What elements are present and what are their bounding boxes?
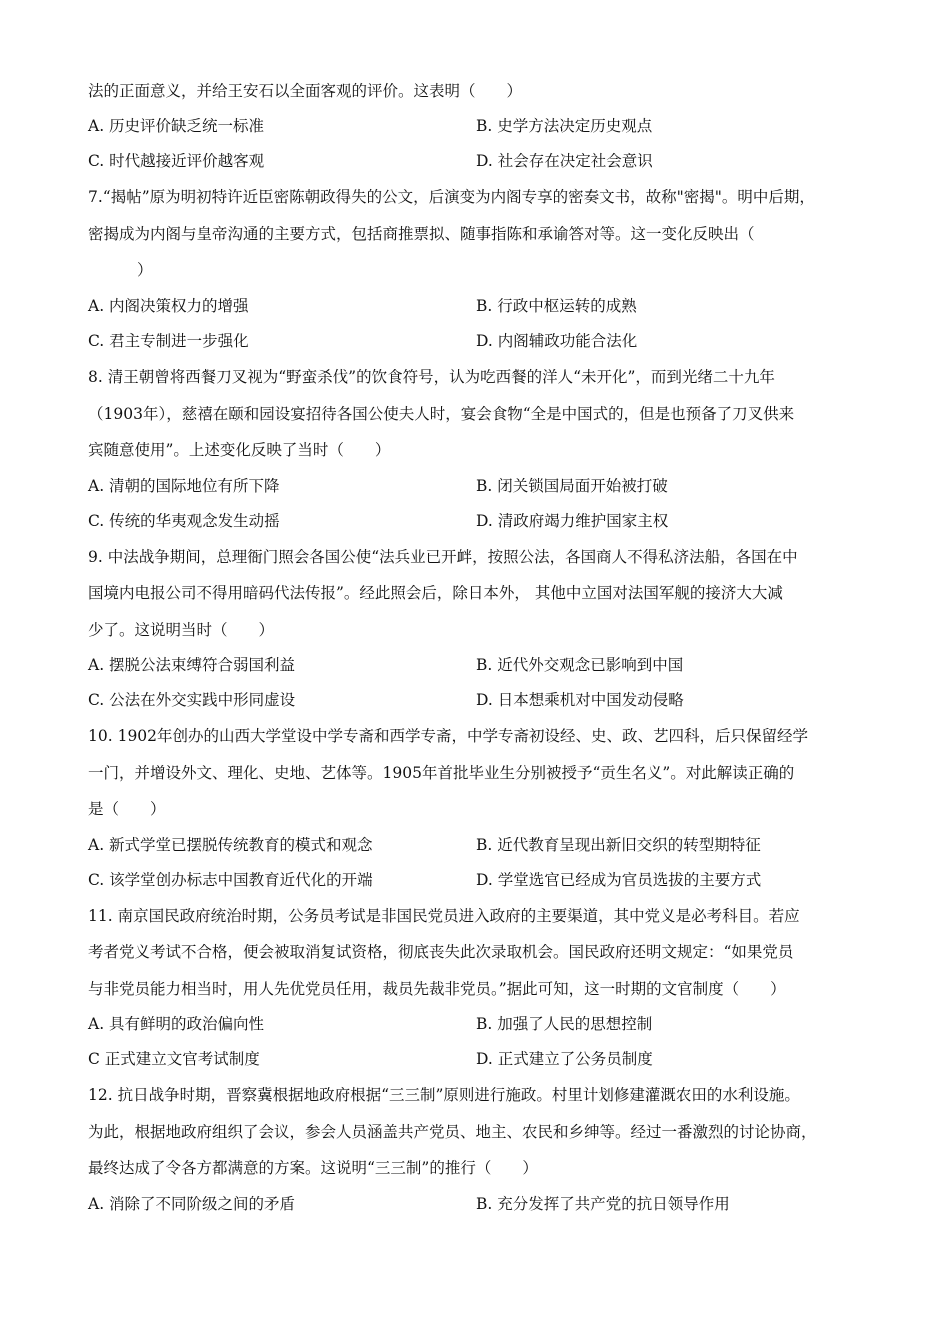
q12-stem-line-3: 最终达成了令各方都满意的方案。这说明“三三制”的推行（ ） (88, 1159, 538, 1177)
q7-option-c[interactable]: C. 君主专制进一步强化 (88, 332, 249, 350)
q11-stem-line-1: 11. 南京国民政府统治时期，公务员考试是非国民党员进入政府的主要渠道，其中党义是必考科目。若应 (88, 907, 800, 925)
q11-stem-line-2: 考者党义考试不合格，便会被取消复试资格，彻底丧失此次录取机会。国民政府还明文规定：“如果党员 (88, 943, 794, 961)
q8-option-c[interactable]: C. 传统的华夷观念发生动摇 (88, 512, 280, 530)
q9-stem-line-2: 国境内电报公司不得用暗码代法传报”。经此照会后，除日本外， 其他中立国对法国军舰的接济大大减 (88, 584, 783, 602)
q11-option-a[interactable]: A. 具有鲜明的政治偏向性 (88, 1015, 265, 1033)
q9-stem-line-1: 9. 中法战争期间，总理衙门照会各国公使“法兵业已开衅，按照公法，各国商人不得私济法船，各国在中 (88, 548, 798, 566)
q11-option-c[interactable]: C 正式建立文官考试制度 (88, 1050, 260, 1068)
q6-option-c[interactable]: C. 时代越接近评价越客观 (88, 152, 265, 170)
q9-option-b[interactable]: B. 近代外交观念已影响到中国 (476, 656, 684, 674)
q12-option-a[interactable]: A. 消除了不同阶级之间的矛盾 (88, 1195, 296, 1213)
q7-stem-line-1: 7.“揭帖”原为明初特许近臣密陈朝政得失的公文，后演变为内阁专享的密奏文书，故称"密揭"。明中后期， (88, 188, 815, 206)
q7-option-d[interactable]: D. 内阁辅政功能合法化 (476, 332, 638, 350)
q10-stem-line-1: 10. 1902年创办的山西大学堂设中学专斋和西学专斋，中学专斋初设经、史、政、艺四科，后只保留经学 (88, 727, 809, 745)
q6-option-b[interactable]: B. 史学方法决定历史观点 (476, 117, 653, 135)
q8-stem-line-1: 8. 清王朝曾将西餐刀叉视为“野蛮杀伐”的饮食符号，认为吃西餐的洋人“未开化”，而到光绪二十九年 (88, 368, 775, 386)
q7-option-a[interactable]: A. 内阁决策权力的增强 (88, 297, 249, 315)
q10-stem-line-2: 一门，并增设外文、理化、史地、艺体等。1905年首批毕业生分别被授予“贡生名义”。对此解读正确的 (88, 764, 795, 782)
q11-option-b[interactable]: B. 加强了人民的思想控制 (476, 1015, 653, 1033)
q11-stem-line-3: 与非党员能力相当时，用人先优党员任用，裁员先裁非党员。”据此可知，这一时期的文官制度（ ） (88, 980, 786, 998)
q9-option-a[interactable]: A. 摆脱公法束缚符合弱国利益 (88, 656, 296, 674)
q10-option-b[interactable]: B. 近代教育呈现出新旧交织的转型期特征 (476, 836, 761, 854)
q8-option-a[interactable]: A. 清朝的国际地位有所下降 (88, 477, 280, 495)
q12-stem-line-2: 为此，根据地政府组织了会议，参会人员涵盖共产党员、地主、农民和乡绅等。经过一番激烈的讨论协商， (88, 1123, 817, 1141)
q10-stem-line-3: 是（ ） (88, 800, 166, 818)
q10-option-c[interactable]: C. 该学堂创办标志中国教育近代化的开端 (88, 871, 373, 889)
q9-option-c[interactable]: C. 公法在外交实践中形同虚设 (88, 691, 296, 709)
q7-stem-line-3: ） (137, 261, 153, 279)
q6-stem-tail: 法的正面意义，并给王安石以全面客观的评价。这表明（ ） (88, 82, 523, 100)
q8-stem-line-2: （1903年），慈禧在颐和园设宴招待各国公使夫人时，宴会食物“全是中国式的，但是也预备了刀叉供来 (88, 405, 795, 423)
q8-option-d[interactable]: D. 清政府竭力维护国家主权 (476, 512, 669, 530)
q6-option-a[interactable]: A. 历史评价缺乏统一标准 (88, 117, 265, 135)
q12-option-b[interactable]: B. 充分发挥了共产党的抗日领导作用 (476, 1195, 730, 1213)
q8-stem-line-3: 宾随意使用”。上述变化反映了当时（ ） (88, 441, 391, 459)
q6-option-d[interactable]: D. 社会存在决定社会意识 (476, 152, 653, 170)
q9-stem-line-3: 少了。这说明当时（ ） (88, 621, 275, 639)
q10-option-d[interactable]: D. 学堂选官已经成为官员选拔的主要方式 (476, 871, 762, 889)
q10-option-a[interactable]: A. 新式学堂已摆脱传统教育的模式和观念 (88, 836, 373, 854)
q7-option-b[interactable]: B. 行政中枢运转的成熟 (476, 297, 637, 315)
q11-option-d[interactable]: D. 正式建立了公务员制度 (476, 1050, 653, 1068)
q8-option-b[interactable]: B. 闭关锁国局面开始被打破 (476, 477, 668, 495)
q7-stem-line-2: 密揭成为内阁与皇帝沟通的主要方式，包括商推票拟、随事指陈和承谕答对等。这一变化反映出（ (88, 225, 755, 243)
q9-option-d[interactable]: D. 日本想乘机对中国发动侵略 (476, 691, 684, 709)
q12-stem-line-1: 12. 抗日战争时期，晋察冀根据地政府根据“三三制”原则进行施政。村里计划修建灌溉农田的水利设施。 (88, 1086, 800, 1104)
